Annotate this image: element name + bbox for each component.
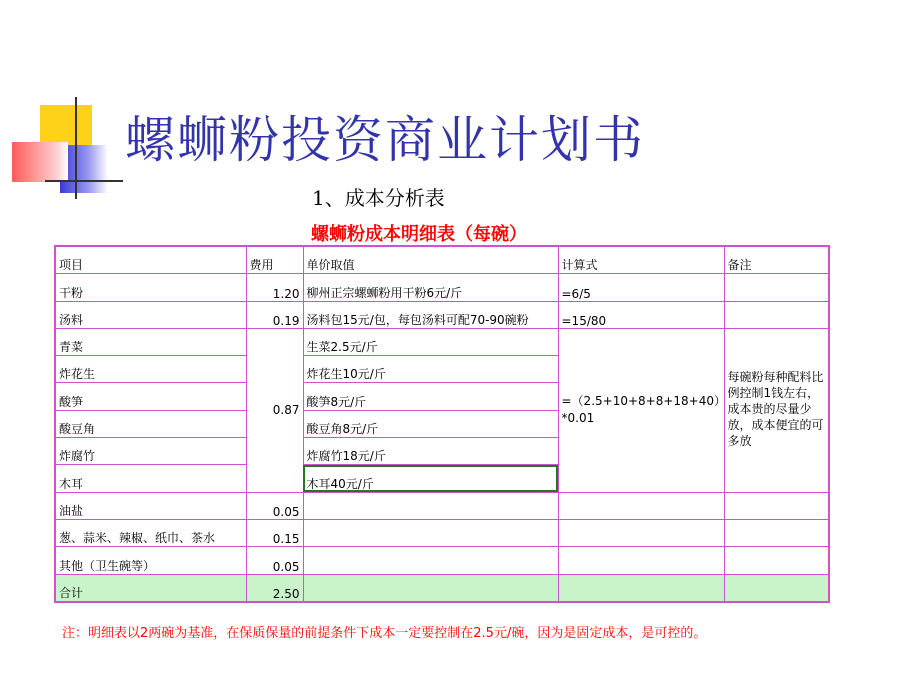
cell-cost-group[interactable]: 0.87 bbox=[246, 328, 303, 492]
table-row bbox=[55, 328, 829, 355]
cell-item[interactable]: 干粉 bbox=[55, 274, 246, 301]
cell-price[interactable]: 炸腐竹18元/斤 bbox=[303, 438, 558, 465]
cell-item[interactable]: 酸豆角 bbox=[55, 410, 246, 437]
deco-horizontal-line bbox=[45, 180, 123, 182]
cell-remark[interactable] bbox=[724, 574, 829, 602]
cell-formula[interactable] bbox=[558, 519, 724, 546]
section-subtitle: 1、成本分析表 bbox=[312, 186, 445, 210]
header-cost: 费用 bbox=[246, 246, 303, 274]
cell-item[interactable]: 酸笋 bbox=[55, 383, 246, 410]
header-remark: 备注 bbox=[724, 246, 829, 274]
cell-formula[interactable] bbox=[558, 492, 724, 519]
table-row bbox=[55, 301, 829, 328]
cell-item[interactable]: 葱、蒜米、辣椒、纸巾、茶水 bbox=[55, 519, 246, 546]
cell-formula[interactable]: =6/5 bbox=[558, 274, 724, 301]
cell-cost[interactable]: 1.20 bbox=[246, 274, 303, 301]
footnote: 注：明细表以2两碗为基准，在保质保量的前提条件下成本一定要控制在2.5元/碗，因为是固定成本，是可控的。 bbox=[62, 626, 707, 641]
cell-remark[interactable] bbox=[724, 519, 829, 546]
cell-formula[interactable] bbox=[558, 574, 724, 602]
cell-cost-total[interactable]: 2.50 bbox=[246, 574, 303, 602]
cell-item[interactable]: 其他（卫生碗等） bbox=[55, 547, 246, 574]
header-formula: 计算式 bbox=[558, 246, 724, 274]
header-price: 单价取值 bbox=[303, 246, 558, 274]
cell-remark[interactable] bbox=[724, 492, 829, 519]
table-header-row bbox=[55, 246, 829, 274]
table-row bbox=[55, 492, 829, 519]
cell-price-selected[interactable]: 木耳40元/斤 bbox=[303, 465, 558, 492]
cell-price[interactable]: 生菜2.5元/斤 bbox=[303, 328, 558, 355]
cell-formula-group[interactable]: =（2.5+10+8+8+18+40）*0.01 bbox=[558, 328, 724, 492]
table-row bbox=[55, 519, 829, 546]
cell-price[interactable] bbox=[303, 492, 558, 519]
cell-item[interactable]: 青菜 bbox=[55, 328, 246, 355]
deco-red-square bbox=[12, 142, 68, 182]
table-total-row bbox=[55, 574, 829, 602]
cell-formula[interactable]: =15/80 bbox=[558, 301, 724, 328]
cell-remark[interactable] bbox=[724, 301, 829, 328]
cell-item[interactable]: 汤料 bbox=[55, 301, 246, 328]
header-item: 项目 bbox=[55, 246, 246, 274]
cell-item[interactable]: 炸花生 bbox=[55, 356, 246, 383]
page-title: 螺蛳粉投资商业计划书 bbox=[125, 111, 645, 169]
cell-remark[interactable] bbox=[724, 547, 829, 574]
cell-item[interactable]: 木耳 bbox=[55, 465, 246, 492]
cell-price[interactable]: 酸笋8元/斤 bbox=[303, 383, 558, 410]
cell-item[interactable]: 炸腐竹 bbox=[55, 438, 246, 465]
cell-cost[interactable]: 0.19 bbox=[246, 301, 303, 328]
cell-item[interactable]: 油盐 bbox=[55, 492, 246, 519]
deco-vertical-line bbox=[75, 97, 77, 199]
cell-price[interactable] bbox=[303, 519, 558, 546]
table-title: 螺蛳粉成本明细表（每碗） bbox=[311, 224, 527, 245]
cell-price[interactable]: 酸豆角8元/斤 bbox=[303, 410, 558, 437]
cost-table bbox=[54, 245, 830, 603]
cell-formula[interactable] bbox=[558, 547, 724, 574]
cell-remark[interactable] bbox=[724, 274, 829, 301]
cell-price[interactable] bbox=[303, 574, 558, 602]
cell-price[interactable] bbox=[303, 547, 558, 574]
cell-cost[interactable]: 0.05 bbox=[246, 492, 303, 519]
cell-cost[interactable]: 0.05 bbox=[246, 547, 303, 574]
cell-remark-group[interactable]: 每碗粉每种配料比例控制1钱左右，成本贵的尽量少放，成本便宜的可多放 bbox=[724, 328, 829, 492]
cell-cost[interactable]: 0.15 bbox=[246, 519, 303, 546]
cell-price[interactable]: 汤料包15元/包，每包汤料可配70-90碗粉 bbox=[303, 301, 558, 328]
cell-item-total[interactable]: 合计 bbox=[55, 574, 246, 602]
cell-price[interactable]: 炸花生10元/斤 bbox=[303, 356, 558, 383]
cell-price[interactable]: 柳州正宗螺蛳粉用干粉6元/斤 bbox=[303, 274, 558, 301]
table-row bbox=[55, 547, 829, 574]
table-row bbox=[55, 274, 829, 301]
